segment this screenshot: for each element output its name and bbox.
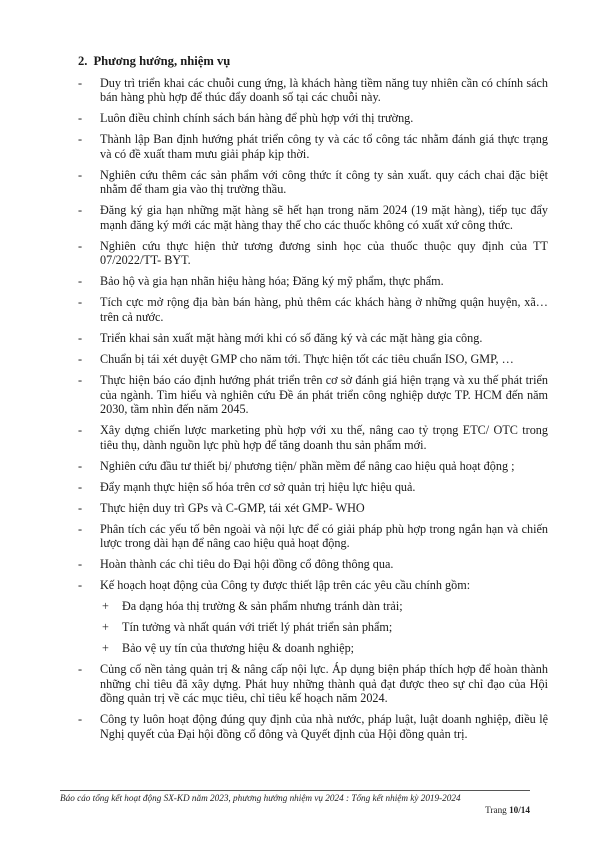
- list-item: [78, 501, 548, 516]
- item-text: Xây dựng chiến lược marketing phù hợp với xu thế, nâng cao tỷ trọng ETC/ OTC trong tiêu thụ, dành nguồn lực phù hợp để tăng doanh thu sản phẩm mới.: [100, 423, 548, 452]
- dash-bullet: -: [78, 662, 83, 677]
- item-text: Triển khai sản xuất mặt hàng mới khi có số đăng ký và các mặt hàng gia công.: [100, 331, 483, 346]
- dash-bullet: -: [78, 423, 83, 438]
- dash-bullet: -: [78, 238, 83, 253]
- item-text: Đa dạng hóa thị trường & sản phẩm nhưng tránh dàn trải;: [122, 599, 403, 614]
- list-item: [78, 76, 548, 105]
- item-text: Đẩy mạnh thực hiện số hóa trên cơ sở quản trị hiệu lực hiệu quả.: [100, 479, 416, 494]
- item-text: Thành lập Ban định hướng phát triển công ty và các tổ công tác nhằm đánh giá thực trạng và có đề xuất tham mưu giải pháp kịp thời.: [100, 132, 548, 161]
- section-heading: [78, 54, 548, 69]
- dash-bullet: -: [78, 203, 83, 218]
- item-text: Phân tích các yếu tố bên ngoài và nội lực để có giải pháp phù hợp trong ngắn hạn và chiến lược trong dài hạn để nâng cao hiệu quả hoạt động.: [100, 521, 548, 551]
- item-text: Nghiên cứu đầu tư thiết bị/ phương tiện/ phần mềm để nâng cao hiệu quả hoạt động ;: [100, 458, 515, 473]
- list-item: [78, 522, 548, 551]
- list-item: [78, 111, 548, 126]
- item-text: Duy trì triển khai các chuỗi cung ứng, là khách hàng tiềm năng tuy nhiên cần có chính sách bán hàng phù hợp để thúc đẩy doanh số tại các chuỗi này.: [100, 75, 548, 105]
- dash-bullet: -: [78, 295, 83, 310]
- list-item: [78, 295, 548, 324]
- list-item: [78, 239, 548, 268]
- item-text: Đăng ký gia hạn những mặt hàng sẽ hết hạn trong năm 2024 (19 mặt hàng), tiếp tục đẩy mạnh đăng ký mới các mặt hàng thay thế cho các thuốc không có xuất xứ công thức.: [100, 203, 548, 232]
- list-item: [78, 274, 548, 289]
- list-item: [78, 712, 548, 741]
- dash-bullet: -: [78, 458, 83, 473]
- dash-bullet: -: [78, 75, 83, 90]
- item-text: Bảo hộ và gia hạn nhãn hiệu hàng hóa; Đăng ký mỹ phẩm, thực phẩm.: [100, 274, 444, 289]
- list-item: [78, 459, 548, 474]
- list-item: [78, 203, 548, 232]
- dash-bullet: -: [78, 331, 83, 346]
- dash-bullet: -: [78, 111, 83, 126]
- item-text: Nghiên cứu thêm các sản phẩm với công thức ít công ty sản xuất. quy cách chai đặc biệt nhằm để tham gia vào thị trường thầu.: [100, 167, 548, 197]
- item-text: Nghiên cứu thực hiện thử tương đương sinh học của thuốc thuộc quy định của TT 07/2022/TT- BYT.: [100, 238, 548, 268]
- sub-list-item: [78, 620, 548, 635]
- dash-bullet: -: [78, 167, 83, 182]
- item-text: Củng cố nền tảng quản trị & nâng cấp nội lực. Áp dụng biện pháp thích hợp để hoàn thành những chỉ tiêu đã xây dựng. Phát huy những thành quả đạt được theo sự chỉ đạo của Hội đồng quản trị về các mục tiêu, chỉ tiêu kế hoạch năm 2024.: [100, 662, 548, 706]
- task-list: [78, 76, 548, 742]
- item-text: Tích cực mở rộng địa bàn bán hàng, phủ thêm các khách hàng ở những quận huyện, xã…trên cả nước.: [100, 295, 548, 325]
- list-item: [78, 423, 548, 452]
- sub-list-item: [78, 641, 548, 656]
- dash-bullet: -: [78, 578, 83, 593]
- dash-bullet: -: [78, 132, 83, 147]
- dash-bullet: -: [78, 500, 83, 515]
- footer-note: Báo cáo tổng kết hoạt động SX-KD năm 2023, phương hướng nhiệm vụ 2024 : Tổng kết nhiệm kỳ 2019-2024: [60, 793, 461, 803]
- plus-bullet: +: [102, 599, 109, 614]
- dash-bullet: -: [78, 712, 83, 727]
- item-text: Kế hoạch hoạt động của Công ty được thiết lập trên các yêu cầu chính gồm:: [100, 578, 471, 593]
- list-item: [78, 557, 548, 572]
- plus-bullet: +: [102, 641, 109, 656]
- item-text: Bảo vệ uy tín của thương hiệu & doanh nghiệp;: [122, 641, 355, 656]
- plus-bullet: +: [102, 620, 109, 635]
- list-item: [78, 480, 548, 495]
- sub-list-item: [78, 599, 548, 614]
- item-text: Tín tưởng và nhất quán với triết lý phát triển sản phẩm;: [122, 620, 393, 635]
- list-item: [78, 373, 548, 417]
- dash-bullet: -: [78, 373, 83, 387]
- document-body: [78, 54, 548, 748]
- page-value: 10/14: [509, 804, 530, 815]
- list-item: [78, 352, 548, 367]
- item-text: Chuẩn bị tái xét duyệt GMP cho năm tới. Thực hiện tốt các tiêu chuẩn ISO, GMP, …: [100, 352, 514, 367]
- section-title: Phương hướng, nhiệm vụ: [93, 54, 231, 68]
- item-text: Hoàn thành các chỉ tiêu do Đại hội đồng cổ đông thông qua.: [100, 557, 394, 572]
- list-item: [78, 331, 548, 346]
- item-text: Thực hiện báo cáo định hướng phát triển trên cơ sở đánh giá hiện trạng và xu thế phát triển của ngành. Tìm hiểu và nghiên cứu Đề án phát triển công nghiệp dược TP. HCM đến năm 2030, tầm nhìn đến năm 2045.: [100, 373, 548, 417]
- list-item: [78, 578, 548, 593]
- dash-bullet: -: [78, 274, 83, 289]
- list-item: [78, 132, 548, 161]
- dash-bullet: -: [78, 479, 83, 494]
- item-text: Luôn điều chỉnh chính sách bán hàng để phù hợp với thị trường.: [100, 111, 414, 126]
- page-footer: [60, 790, 530, 816]
- list-item: [78, 662, 548, 706]
- item-text: Thực hiện duy trì GPs và C-GMP, tái xét GMP- WHO: [100, 500, 365, 515]
- list-item: [78, 168, 548, 197]
- dash-bullet: -: [78, 521, 83, 536]
- page-number: [60, 805, 530, 817]
- page-prefix: Trang: [485, 804, 510, 815]
- section-number: 2.: [78, 54, 88, 68]
- dash-bullet: -: [78, 557, 83, 572]
- item-text: Công ty luôn hoạt động đúng quy định của nhà nước, pháp luật, luật doanh nghiệp, điều lệ Nghị quyết của Đại hội đồng cổ đông và Quyết định của Hội đồng quản trị.: [100, 712, 548, 741]
- dash-bullet: -: [78, 352, 83, 367]
